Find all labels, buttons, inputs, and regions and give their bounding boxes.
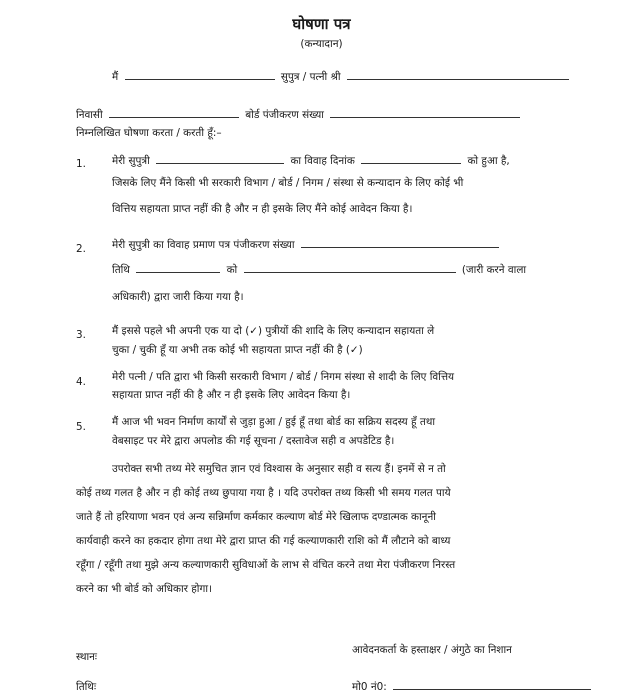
board-reg-field[interactable]	[330, 108, 520, 118]
item-2-line-3: अधिकारी) द्वारा जारी किया गया है।	[112, 291, 244, 303]
intro-line-1	[112, 70, 572, 84]
paragraph-line-1: उपरोक्त सभी तथ्य मेरे समुचित ज्ञान एवं विश्वास के अनुसार सही व सत्य हैं। इनमें से न तो	[112, 463, 446, 475]
item-3-number: 3.	[76, 329, 86, 341]
item-2-number: 2.	[76, 243, 86, 255]
father-husband-name-field[interactable]	[347, 70, 569, 80]
item-3-line-1: मैं इससे पहले भी अपनी एक या दो (✓) पुत्रीयों की शादि के लिए कन्यादान सहायता ले	[112, 325, 435, 337]
mobile-label: मो0 नं0:	[352, 681, 387, 693]
item-2-line-2	[112, 263, 526, 277]
resident-field[interactable]	[109, 108, 239, 118]
item-2-text-d: (जारी करने वाला	[461, 264, 527, 276]
certificate-date-field[interactable]	[136, 263, 220, 273]
paragraph-line-4: कार्यवाही करने का हकदार होगा तथा मेरे द्वारा प्राप्त की गई कल्याणकारी राशि को मैं लौटाने को बाध्य	[76, 535, 451, 547]
board-reg-label: बोर्ड पंजीकरण संख्या	[245, 109, 324, 121]
intro-main-label: मैं	[112, 71, 119, 83]
son-wife-label: सुपुत्र / पत्नी श्री	[280, 71, 341, 83]
item-2-text-c: को	[226, 264, 238, 276]
daughter-name-field[interactable]	[156, 154, 284, 164]
place-label: स्थानः	[76, 651, 98, 663]
intro-line-2	[76, 108, 523, 122]
item-2-text-a: मेरी सुपुत्री का विवाह प्रमाण पत्र पंजीकरण संख्या	[112, 239, 295, 251]
paragraph-line-3: जाते हैं तो हरियाणा भवन एवं अन्य सन्निर्माण कर्मकार कल्याण बोर्ड मेरे खिलाफ दण्डात्मक कानूनी	[76, 511, 436, 523]
resident-label: निवासी	[76, 109, 103, 121]
item-1-line-2: जिसके लिए मैंने किसी भी सरकारी विभाग / बोर्ड / निगम / संस्था से कन्यादान के लिए कोई भी	[112, 177, 464, 189]
document-subtitle: (कन्यादान)	[300, 38, 343, 50]
date-label: तिथिः	[76, 681, 97, 693]
item-4-line-1: मेरी पत्नी / पति द्वारा भी किसी सरकारी विभाग / बोर्ड / निगम संस्था से शादी के लिए वित्तिय	[112, 371, 455, 383]
item-5-number: 5.	[76, 421, 86, 433]
item-1-line-1	[112, 154, 510, 168]
item-2-line-1	[112, 238, 502, 252]
item-2-text-b: तिथि	[112, 264, 130, 276]
item-4-line-2: सहायता प्राप्त नहीं की है और न ही इसके लिए आवेदन किया है।	[112, 389, 351, 401]
item-1-number: 1.	[76, 158, 86, 170]
item-1-line-3: वित्तिय सहायता प्राप्त नहीं की है और न ही इसके लिए मैंने कोई आवेदन किया है।	[112, 203, 413, 215]
name-field[interactable]	[125, 70, 275, 80]
issuing-officer-field[interactable]	[244, 263, 456, 273]
marriage-date-field[interactable]	[361, 154, 461, 164]
signature-label: आवेदनकर्ता के हस्ताक्षर / अंगुठे का निशान	[352, 644, 512, 656]
item-1-text-c: को हुआ है,	[467, 155, 510, 167]
document-title: घोषणा पत्र	[292, 15, 351, 33]
paragraph-line-5: रहूँगा / रहूँगी तथा मुझे अन्य कल्याणकारी सुविधाओं के लाभ से वंचित करने तथा मेरा पंजीकरण निरस्त	[76, 559, 456, 571]
paragraph-line-2: कोई तथ्य गलत है और न ही कोई तथ्य छुपाया गया है । यदि उपरोक्त तथ्य किसी भी समय गलत पाये	[76, 487, 451, 499]
item-4-number: 4.	[76, 376, 86, 388]
declare-statement: निम्नलिखित घोषणा करता / करती हूँ:–	[76, 127, 222, 139]
item-1-text-b: का विवाह दिनांक	[290, 155, 355, 167]
certificate-reg-field[interactable]	[301, 238, 499, 248]
item-3-line-2: चुका / चुकी हूँ या अभी तक कोई भी सहायता प्राप्त नहीं की है (✓)	[112, 344, 363, 356]
item-1-text-a: मेरी सुपुत्री	[112, 155, 150, 167]
paragraph-line-6: करने का भी बोर्ड को अधिकार होगा।	[76, 583, 212, 595]
mobile-field[interactable]	[393, 680, 591, 690]
mobile-line	[352, 680, 594, 694]
item-5-line-2: वेबसाइट पर मेरे द्वारा अपलोड की गई सूचना / दस्तावेज सही व अपडेटिड है।	[112, 435, 395, 447]
item-5-line-1: मैं आज भी भवन निर्माण कार्यों से जुड़ा हुआ / हुई हूँ तथा बोर्ड का सक्रिय सदस्य हूँ तथा	[112, 416, 436, 428]
